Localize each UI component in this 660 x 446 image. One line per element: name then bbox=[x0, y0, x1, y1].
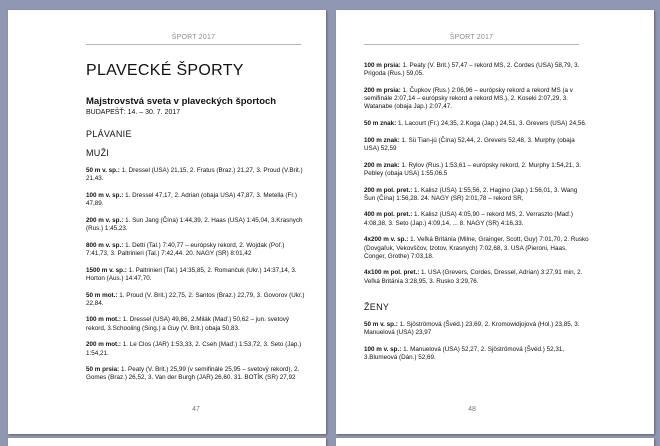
running-head: ŠPORT 2017 bbox=[449, 34, 494, 41]
discipline-label: 50 m prsia: bbox=[86, 366, 120, 374]
result-entry bbox=[364, 269, 590, 285]
next-page-edge bbox=[336, 438, 654, 446]
result-text: 1. Peaty (V. Brit.) 25,99 (v semifinále 25,95 – svetový rekord), 2. Gomes (Braz.) 26,52, 3. Van der Burgh (JAR) 26,60. 31. BOTÍK (SR) 27,92 bbox=[86, 366, 300, 382]
result-text: 1. Dressel 47,17, 2. Adrian (obaja USA) 47,87, 3. Metella (Fr.) 47,89. bbox=[86, 191, 297, 208]
result-text: 1. Kalisz (USA) 4:05,90 – rekord MS, 2. Verraszto (Maď.) 4:08,38, 3. Seto (Jap.) 4:09,14, ... 8. NAGY (SR) 4:16,33. bbox=[364, 211, 573, 227]
result-entry bbox=[364, 120, 590, 128]
result-text: 1. Dressel (USA) 21,15, 2. Fratus (Braz.) 21,27, 3. Proud (V.Brit.) 21,43. bbox=[86, 167, 303, 183]
event-title: Majstrovstvá sveta v plaveckých športoch bbox=[86, 96, 277, 107]
result-entry bbox=[86, 316, 306, 332]
result-entry bbox=[364, 137, 590, 153]
header-rule bbox=[86, 44, 301, 45]
result-entry bbox=[364, 162, 590, 178]
discipline-label: 4x100 m pol. pret.: bbox=[364, 269, 420, 277]
result-text: 1. Veľká Británia (Milne, Grainger, Scott, Guy) 7:01,70, 2. Rusko (Dovgaľuk, Vekovščov, Izotov, Krasnych) 7:02,68, 3. USA (Pieroni, Haas, Conger, Grothe) 7:03,18. bbox=[364, 236, 589, 260]
result-text: 1. Rylov (Rus.) 1:53,61 – európsky rekord, 2. Murphy 1:54,21, 3. Pebley (obaja USA) 1:55,06.5 bbox=[364, 161, 582, 177]
result-text: 1. Sjöströmová (Švéd.) 23,69, 2. Kromowidjojová (Hol.) 23,85, 3. Manuelová (USA) 23,97 bbox=[364, 320, 580, 337]
page-content bbox=[364, 50, 590, 371]
right-page bbox=[336, 10, 654, 434]
discipline-label: 100 m v. sp.: bbox=[364, 345, 402, 353]
running-head: ŠPORT 2017 bbox=[171, 34, 216, 41]
result-entry bbox=[86, 341, 306, 357]
next-page-edge bbox=[8, 438, 326, 446]
result-entry bbox=[86, 192, 306, 208]
discipline-label: 50 m mot.: bbox=[86, 291, 118, 299]
section-heading-women: ŽENY bbox=[364, 301, 390, 312]
result-text: 1. USA (Grevers, Cordes, Dressel, Adrian) 3:27,91 min, 2. Veľká Británia 3:28,95, 3. Rusko 3:29,76. bbox=[364, 269, 583, 285]
result-text: 1. Kalisz (USA) 1:55,56, 2. Hagino (Jap.) 1:56,01, 3. Wang Šun (Čína) 1:56,28. 24. NAGY (SR) 2:01,78 – rekord SR, bbox=[364, 186, 578, 202]
header-rule bbox=[364, 44, 579, 45]
section-heading-men: MUŽI bbox=[86, 148, 110, 158]
discipline-label: 50 m v. sp.: bbox=[86, 167, 120, 174]
event-dates: BUDAPEŠŤ: 14. – 30. 7. 2017 bbox=[86, 109, 181, 116]
result-text: 1. Čupkov (Rus.) 2:06,96 – európsky rekord a rekord MS (a v semifinále 2:07,14 – európsky rekord a rekord MS.), 2. Koseki 2:07,29, 3. Watanabe (obaja Jap.) 2:07,47. bbox=[364, 86, 573, 111]
result-entry bbox=[364, 236, 590, 261]
result-entry bbox=[86, 366, 306, 382]
page-number: 47 bbox=[192, 406, 200, 413]
result-entry bbox=[86, 242, 306, 258]
discipline-label: 4x200 m v. sp.: bbox=[364, 236, 409, 244]
result-entry bbox=[364, 346, 590, 362]
result-entry bbox=[364, 87, 590, 112]
discipline-label: 200 m mot.: bbox=[86, 341, 121, 349]
page-number: 48 bbox=[468, 406, 476, 413]
discipline-label: 50 m znak: bbox=[364, 120, 397, 128]
discipline-label: 100 m mot.: bbox=[86, 316, 121, 324]
discipline-label: 800 m v. sp.: bbox=[86, 241, 124, 249]
discipline-label: 100 m prsia: bbox=[364, 62, 401, 69]
result-text: 1. Proud (V. Brit.) 22,75, 2. Santos (Braz.) 22,79, 3. Govorov (Ukr.) 22,84. bbox=[86, 291, 305, 307]
result-entry bbox=[86, 292, 306, 308]
results-list-women bbox=[364, 321, 590, 362]
discipline-label: 200 m pol. pret.: bbox=[364, 186, 413, 194]
discipline-label: 50 m v. sp.: bbox=[364, 320, 398, 328]
result-text: 1. Paltrinieri (Tal.) 14:35,85, 2. Romančuk (Ukr.) 14:37,14, 3. Horton (Aus.) 14:47,70. bbox=[86, 266, 297, 282]
result-text: 1. Lacourt (Fr.) 24,35, 2.Koga (Jap.) 24,51, 3. Grevers (USA) 24,56. bbox=[396, 120, 587, 128]
result-text: 1. Peaty (V. Brit.) 57,47 – rekord MS, 2. Cordes (USA) 58,79, 3. Prigoda (Rus.) 59,05. bbox=[364, 62, 580, 78]
discipline-label: 200 m v. sp.: bbox=[86, 216, 124, 224]
result-entry bbox=[364, 187, 590, 203]
result-text: 1. Sü Tian-jü (Čína) 52,44, 2. Grevers 52,48, 3. Murphy (obaja USA) 52,59 bbox=[364, 136, 575, 152]
result-entry bbox=[364, 211, 590, 227]
result-text: 1. Dressel (USA) 49,86, 2.Milák (Maď.) 50,62 – jun. svetový rekord, 3.Schooling (Sing.) a Guy (V. Brit.) obaja 50,83. bbox=[86, 316, 290, 332]
sport-heading: PLÁVANIE bbox=[86, 129, 132, 139]
discipline-label: 400 m pol. pret.: bbox=[364, 211, 413, 219]
result-text: 1. Detti (Tal.) 7:40,77 – európsky rekord, 2. Wojdak (Poľ.) 7:41,73, 3. Paltrinieri (Tal.) 7:42,44. 20. NAGY (SR) 8:01,42 bbox=[86, 241, 285, 257]
results-list bbox=[364, 62, 590, 286]
result-text: 1. Sun Jang (Čína) 1:44,39, 2. Haas (USA) 1:45,04, 3.Krasnych (Rus.) 1:45,23. bbox=[86, 216, 303, 233]
result-text: 1. Manuelová (USA) 52,27, 2. Sjöströmová (Švéd.) 52,31, 3.Blumeová (Dán.) 52,69. bbox=[364, 345, 565, 361]
result-entry bbox=[86, 267, 306, 283]
left-page bbox=[8, 10, 326, 434]
discipline-label: 200 m prsia: bbox=[364, 86, 401, 94]
result-entry bbox=[364, 321, 590, 337]
result-entry bbox=[86, 167, 306, 183]
discipline-label: 100 m znak: bbox=[364, 136, 400, 144]
result-entry bbox=[364, 62, 590, 78]
discipline-label: 100 m v. sp.: bbox=[86, 191, 124, 199]
result-text: 1. Le Clos (JAR) 1:53,33, 2. Cseh (Maď.) 1:53,72, 3. Seto (Jap.) 1:54,21. bbox=[86, 341, 302, 357]
results-list bbox=[86, 167, 306, 383]
discipline-label: 200 m znak: bbox=[364, 161, 400, 169]
page-content bbox=[86, 50, 306, 391]
result-entry bbox=[86, 217, 306, 233]
page-title: PLAVECKÉ ŠPORTY bbox=[86, 62, 244, 79]
discipline-label: 1500 m v. sp.: bbox=[86, 266, 127, 274]
